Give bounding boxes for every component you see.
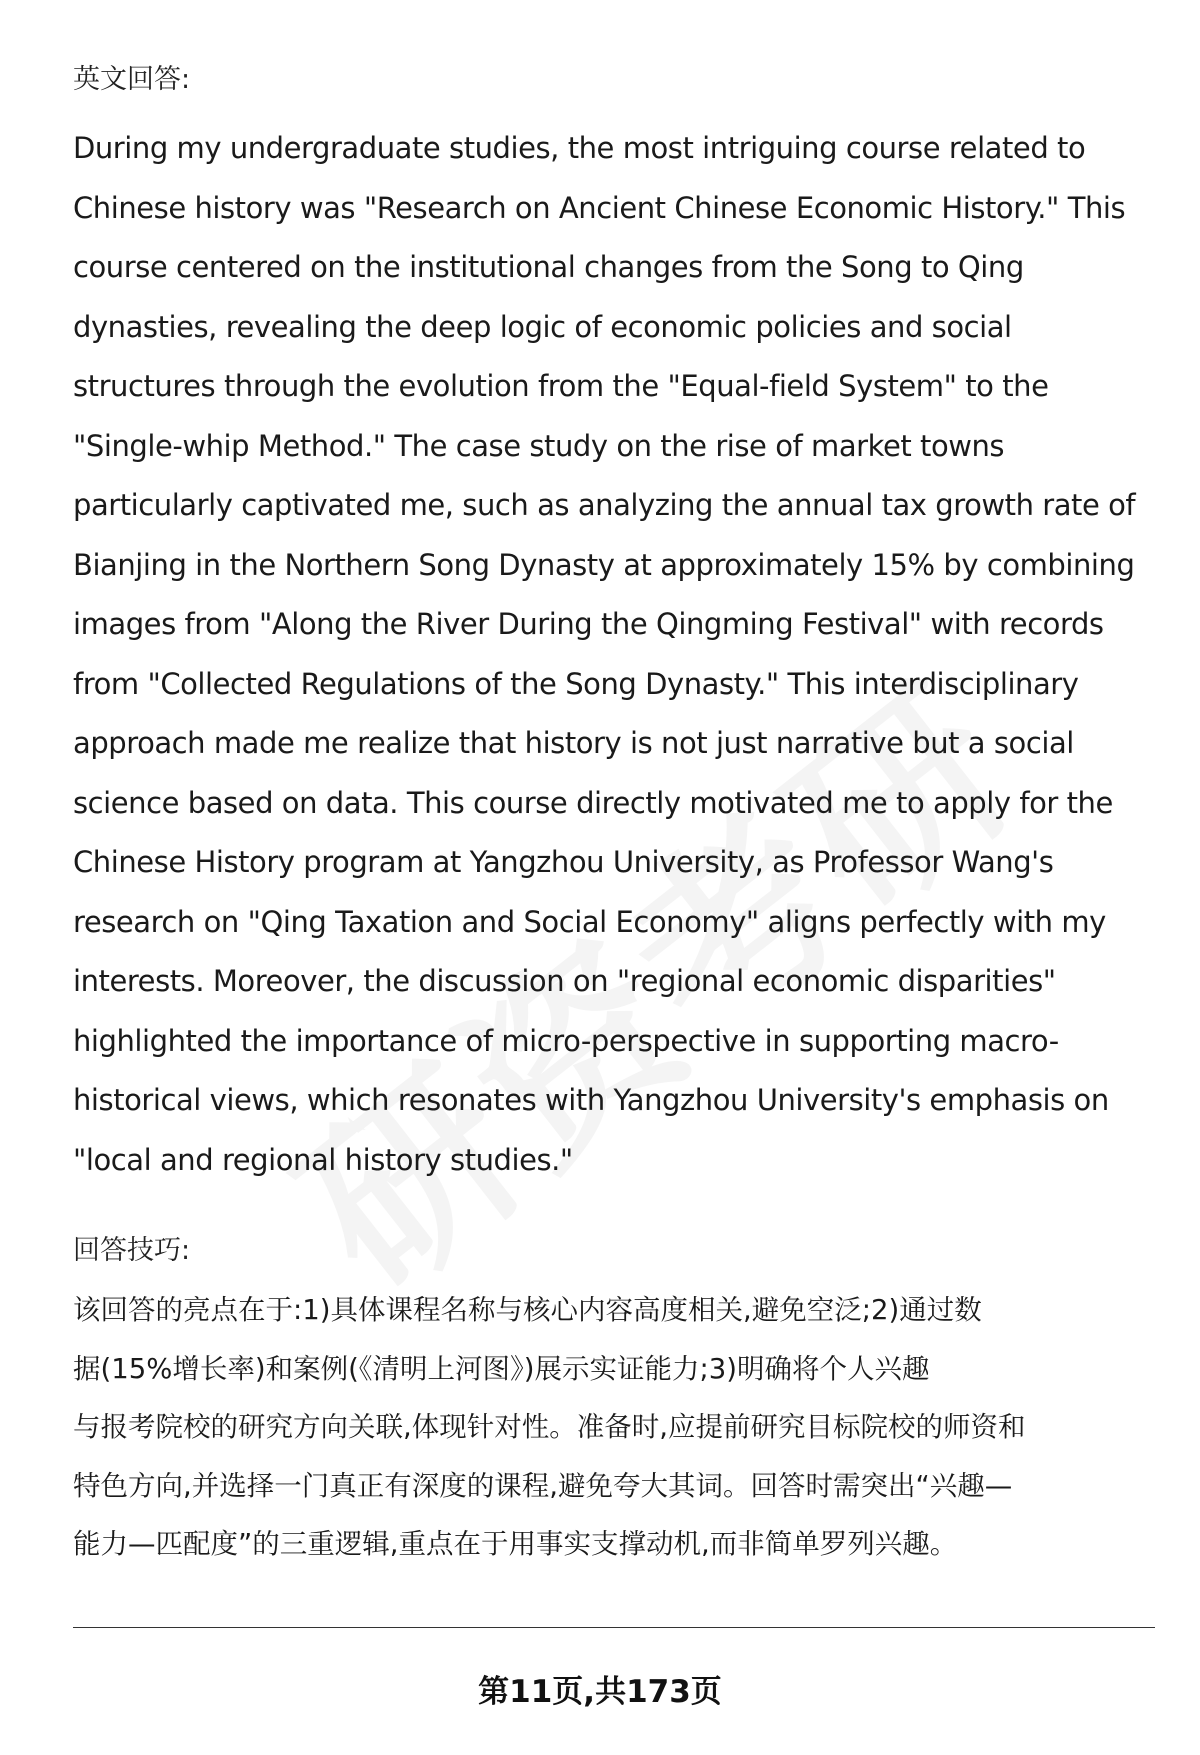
answer-line: structures through the evolution from the "Equal-field System" to the <box>73 369 1049 403</box>
answer-line: course centered on the institutional changes from the Song to Qing <box>73 250 1024 284</box>
tips-line: 该回答的亮点在于:1)具体课程名称与核心内容高度相关,避免空泛;2)通过数 <box>73 1294 982 1326</box>
answer-line: Chinese history was "Research on Ancient Chinese Economic History." This <box>73 190 1126 225</box>
tips-line: 能力—匹配度”的三重逻辑,重点在于用事实支撑动机,而非简单罗列兴趣。 <box>73 1528 958 1560</box>
tips-line: 据(15%增长率)和案例(《清明上河图》)展示实证能力;3)明确将个人兴趣 <box>73 1352 930 1385</box>
footer-divider <box>73 1627 1155 1628</box>
answer-line: science based on data. This course directly motivated me to apply for the <box>73 785 1113 820</box>
tips-heading: 回答技巧: <box>73 1235 191 1266</box>
answer-line: interests. Moreover, the discussion on "regional economic disparities" <box>73 964 1056 998</box>
answer-line: highlighted the importance of micro-perspective in supporting macro- <box>73 1023 1059 1058</box>
answer-heading: 英文回答: <box>73 64 191 95</box>
answer-line: Bianjing in the Northern Song Dynasty at approximately 15% by combining <box>73 547 1135 582</box>
answer-line: research on "Qing Taxation and Social Economy" aligns perfectly with my <box>73 904 1106 939</box>
answer-line: "local and regional history studies." <box>73 1142 573 1177</box>
answer-line: During my undergraduate studies, the most intriguing course related to <box>73 131 1086 165</box>
answer-line: particularly captivated me, such as analyzing the annual tax growth rate of <box>73 488 1136 522</box>
answer-line: historical views, which resonates with Yangzhou University's emphasis on <box>73 1083 1109 1117</box>
answer-body <box>73 119 1163 1190</box>
tips-line: 特色方向,并选择一门真正有深度的课程,避免夸大其词。回答时需突出“兴趣— <box>73 1469 1013 1502</box>
answer-line: approach made me realize that history is not just narrative but a social <box>73 726 1074 760</box>
answer-line: dynasties, revealing the deep logic of economic policies and social <box>73 309 1012 344</box>
answer-line: from "Collected Regulations of the Song Dynasty." This interdisciplinary <box>73 666 1079 701</box>
answer-line: images from "Along the River During the Qingming Festival" with records <box>73 607 1104 641</box>
tips-line: 与报考院校的研究方向关联,体现针对性。准备时,应提前研究目标院校的师资和 <box>73 1411 1026 1443</box>
page-number: 第11页,共173页 <box>478 1674 722 1710</box>
answer-line: "Single-whip Method." The case study on the rise of market towns <box>73 428 1005 463</box>
answer-line: Chinese History program at Yangzhou University, as Professor Wang's <box>73 845 1054 879</box>
tips-body <box>73 1281 1163 1574</box>
